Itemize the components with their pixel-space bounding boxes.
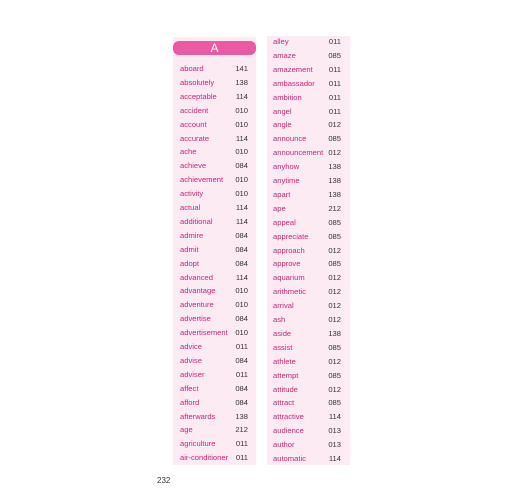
index-entry — [173, 119, 256, 131]
page-number: 232 — [157, 476, 171, 485]
index-page-ref: 011 — [328, 92, 341, 102]
index-page-ref: 012 — [328, 273, 341, 283]
index-word: attract — [273, 398, 295, 408]
index-page-ref: 212 — [328, 203, 341, 213]
index-page-ref: 010 — [235, 105, 248, 115]
index-page-ref: 010 — [235, 175, 248, 185]
index-entry — [267, 147, 350, 159]
index-entry — [173, 424, 256, 436]
index-page-ref: 011 — [235, 369, 248, 379]
index-page-ref: 085 — [328, 134, 341, 144]
index-page-ref: 114 — [235, 91, 248, 101]
index-page-ref: 012 — [328, 245, 341, 255]
index-word: activity — [180, 189, 204, 199]
index-entry — [173, 133, 256, 145]
index-word: affect — [180, 383, 199, 393]
index-page-ref: 010 — [235, 189, 248, 199]
index-word: acceptable — [180, 91, 217, 101]
index-entry — [267, 328, 350, 340]
index-word: ache — [180, 147, 197, 157]
index-entry — [267, 300, 350, 312]
index-page-ref: 084 — [235, 383, 248, 393]
index-word: advanced — [180, 272, 213, 282]
index-word: attractive — [273, 412, 304, 422]
index-page-ref: 085 — [328, 50, 341, 60]
index-word: ape — [273, 203, 286, 213]
index-entry — [173, 188, 256, 200]
index-entry — [267, 286, 350, 298]
index-page-ref: 012 — [328, 120, 341, 130]
index-entry — [173, 313, 256, 325]
index-entry — [173, 383, 256, 395]
index-entry — [267, 370, 350, 382]
index-entry — [173, 91, 256, 103]
index-word: adventure — [180, 300, 214, 310]
index-entry — [173, 77, 256, 89]
index-page-ref: 085 — [328, 231, 341, 241]
index-word: angel — [273, 106, 292, 116]
index-word: ash — [273, 315, 286, 324]
index-page-ref: 084 — [235, 230, 248, 240]
index-entry — [267, 36, 350, 48]
index-column-right — [267, 36, 350, 465]
index-entry — [267, 397, 350, 409]
index-word: author — [273, 440, 295, 450]
index-entry — [173, 327, 256, 339]
index-word: appreciate — [273, 231, 309, 241]
index-word: arrival — [273, 301, 294, 311]
index-word: accurate — [180, 133, 210, 143]
index-page-ref: 011 — [328, 106, 341, 116]
index-page-ref: 084 — [235, 161, 248, 171]
index-word: announcement — [273, 148, 324, 158]
index-entry — [173, 411, 256, 423]
index-entry — [267, 356, 350, 368]
index-entry — [267, 217, 350, 229]
index-entry — [267, 78, 350, 90]
index-page-ref: 114 — [235, 203, 248, 212]
index-page-ref: 114 — [328, 454, 341, 463]
index-entry — [173, 341, 256, 353]
index-word: alley — [273, 37, 289, 46]
index-word: air-conditioner — [180, 453, 229, 463]
index-entry — [173, 258, 256, 270]
index-entry — [173, 174, 256, 186]
index-entry — [173, 216, 256, 228]
index-entry — [267, 439, 350, 451]
index-entry — [267, 272, 350, 284]
index-entry — [173, 230, 256, 242]
index-entry — [267, 411, 350, 423]
index-entry — [267, 453, 350, 465]
index-entry — [173, 369, 256, 381]
index-page-ref: 011 — [235, 453, 248, 463]
index-page-ref: 138 — [328, 162, 341, 172]
index-entry — [173, 160, 256, 172]
index-entry — [173, 285, 256, 297]
index-word: attempt — [273, 370, 299, 380]
index-page-ref: 085 — [328, 259, 341, 269]
index-entry — [267, 133, 350, 145]
index-entry — [267, 92, 350, 104]
index-page-ref: 141 — [235, 64, 248, 73]
index-word: amazement — [273, 64, 313, 74]
index-entry — [173, 452, 256, 464]
index-page-ref: 114 — [235, 272, 248, 282]
index-word: angle — [273, 120, 292, 130]
index-word: attitude — [273, 384, 298, 394]
index-entry — [267, 119, 350, 131]
index-word: audience — [273, 426, 304, 436]
index-word: advantage — [180, 286, 216, 296]
index-page-ref: 084 — [235, 355, 248, 365]
index-word: achieve — [180, 161, 207, 171]
index-word: appeal — [273, 217, 296, 227]
index-word: athlete — [273, 356, 296, 366]
index-word: announce — [273, 134, 307, 144]
index-page-ref: 013 — [328, 426, 341, 436]
index-entry — [173, 397, 256, 409]
index-word: assist — [273, 342, 293, 352]
index-word: approve — [273, 259, 301, 269]
index-word: accident — [180, 105, 209, 115]
index-page-ref: 138 — [328, 328, 341, 338]
index-word: anytime — [273, 176, 300, 185]
index-entry — [267, 384, 350, 396]
index-word: advertise — [180, 314, 211, 324]
index-page-ref: 212 — [235, 425, 248, 435]
index-word: approach — [273, 245, 305, 255]
index-entry — [173, 146, 256, 158]
index-column-left — [173, 37, 256, 465]
index-entry — [267, 342, 350, 354]
index-page-ref: 138 — [328, 189, 341, 199]
index-entry — [267, 231, 350, 243]
index-entry — [267, 64, 350, 76]
index-entry — [173, 202, 256, 214]
index-word: account — [180, 119, 207, 129]
index-word: advise — [180, 355, 202, 365]
index-entry — [173, 63, 256, 75]
index-word: age — [180, 425, 193, 435]
index-page-ref: 010 — [235, 286, 248, 296]
section-letter-header: A — [173, 41, 256, 55]
index-word: anyhow — [273, 162, 300, 172]
index-page-ref: 011 — [328, 37, 341, 46]
index-page-ref: 084 — [235, 397, 248, 407]
index-word: advertisement — [180, 328, 228, 338]
index-page-ref: 085 — [328, 370, 341, 380]
index-word: agriculture — [180, 439, 216, 449]
index-page-ref: 012 — [328, 301, 341, 311]
index-entry — [173, 438, 256, 450]
index-page-ref: 138 — [235, 77, 248, 87]
index-word: ambition — [273, 92, 302, 102]
index-entry — [173, 272, 256, 284]
index-entry — [267, 189, 350, 201]
index-page-ref: 010 — [235, 119, 248, 129]
index-word: amaze — [273, 50, 296, 60]
index-page-ref: 011 — [328, 78, 341, 88]
index-word: absolutely — [180, 77, 215, 87]
index-page-ref: 138 — [235, 411, 248, 421]
index-word: automatic — [273, 454, 306, 463]
index-word: admire — [180, 230, 204, 240]
index-page-ref: 085 — [328, 217, 341, 227]
index-page-ref: 010 — [235, 328, 248, 338]
index-word: achievement — [180, 175, 224, 185]
index-entry — [173, 105, 256, 117]
index-entry — [267, 314, 350, 326]
index-page-ref: 011 — [235, 439, 248, 449]
index-page-ref: 012 — [328, 148, 341, 158]
index-page-ref: 114 — [235, 133, 248, 143]
index-page-ref: 084 — [235, 314, 248, 324]
index-page-ref: 011 — [235, 342, 248, 351]
index-page-ref: 084 — [235, 244, 248, 254]
index-word: admit — [180, 244, 199, 254]
index-entry — [267, 175, 350, 187]
index-page-ref: 012 — [328, 315, 341, 324]
index-entry — [267, 425, 350, 437]
index-page-ref: 085 — [328, 398, 341, 408]
index-word: aquarium — [273, 273, 305, 283]
index-word: advice — [180, 342, 202, 351]
index-page-ref: 084 — [235, 258, 248, 268]
index-word: aboard — [180, 64, 204, 73]
index-entry — [267, 50, 350, 62]
index-page-ref: 010 — [235, 147, 248, 157]
index-page-ref: 010 — [235, 300, 248, 310]
index-page-ref: 012 — [328, 384, 341, 394]
index-word: aside — [273, 328, 292, 338]
index-word: additional — [180, 216, 213, 226]
index-page-ref: 085 — [328, 342, 341, 352]
index-page-ref: 138 — [328, 176, 341, 185]
index-word: adopt — [180, 258, 200, 268]
index-page-ref: 012 — [328, 356, 341, 366]
index-page-ref: 013 — [328, 440, 341, 450]
index-word: apart — [273, 189, 291, 199]
index-entry — [267, 161, 350, 173]
index-page-ref: 012 — [328, 287, 341, 297]
index-page-ref: 114 — [328, 412, 341, 422]
index-entry — [267, 106, 350, 118]
index-word: afford — [180, 397, 200, 407]
index-page-ref: 011 — [328, 64, 341, 74]
index-entry — [173, 299, 256, 311]
index-entry — [267, 203, 350, 215]
index-word: ambassador — [273, 78, 315, 88]
index-entry — [173, 355, 256, 367]
index-word: actual — [180, 203, 201, 212]
index-word: afterwards — [180, 411, 216, 421]
index-entry — [267, 258, 350, 270]
index-entry — [173, 244, 256, 256]
index-entry — [267, 245, 350, 257]
index-word: arithmetic — [273, 287, 306, 297]
index-word: adviser — [180, 369, 205, 379]
index-page-ref: 114 — [235, 216, 248, 226]
